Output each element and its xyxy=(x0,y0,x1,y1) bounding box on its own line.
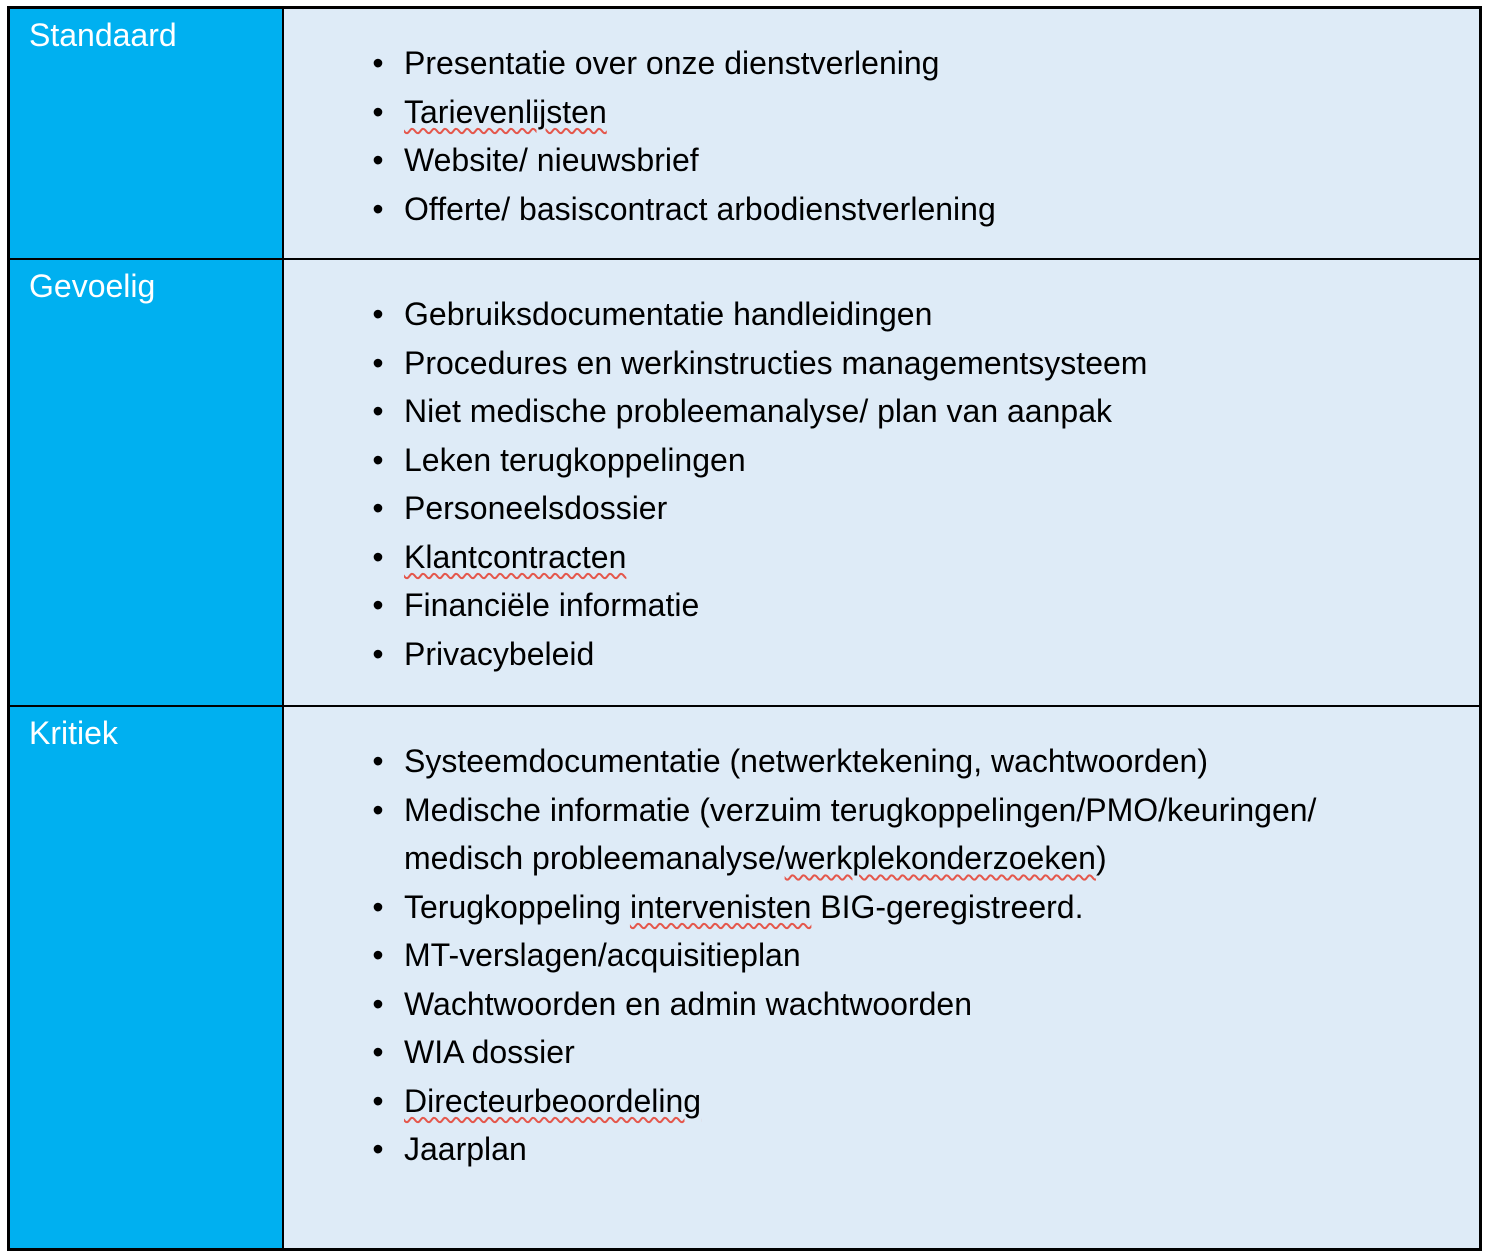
list-item-text: Website/ nieuwsbrief xyxy=(404,142,699,178)
list-item[interactable] xyxy=(372,387,1459,436)
text-segment: BIG-geregistreerd. xyxy=(811,888,1084,925)
list-item[interactable] xyxy=(372,39,1459,88)
table-row-kritiek xyxy=(9,706,1481,1250)
content-cell xyxy=(283,259,1481,706)
list-item[interactable] xyxy=(372,630,1459,679)
list-item-text: Financiële informatie xyxy=(404,587,700,623)
bullet-icon: • xyxy=(372,1131,384,1167)
table-row-gevoelig xyxy=(9,259,1481,706)
list-item[interactable] xyxy=(372,931,1459,980)
list-item-text: Gebruiksdocumentatie handleidingen xyxy=(404,296,933,332)
bullet-icon: • xyxy=(372,635,384,672)
list-item[interactable] xyxy=(372,883,1459,932)
bullet-list xyxy=(284,9,1479,253)
list-item[interactable] xyxy=(372,136,1459,185)
bullet-icon: • xyxy=(372,93,384,130)
bullet-icon: • xyxy=(372,985,384,1022)
list-item-text: Privacybeleid xyxy=(404,635,595,672)
bullet-list xyxy=(284,260,1479,698)
bullet-icon: • xyxy=(372,1034,384,1070)
category-label[interactable]: Standaard xyxy=(29,17,177,53)
list-item-text: Klantcontracten xyxy=(404,538,627,575)
list-item-text: MT-verslagen/acquisitieplan xyxy=(404,937,801,973)
bullet-list xyxy=(284,707,1479,1194)
list-item[interactable] xyxy=(372,484,1459,533)
classification-table xyxy=(7,6,1482,1251)
list-item-text: Presentatie over onze dienstverlening xyxy=(404,45,940,81)
category-label[interactable]: Kritiek xyxy=(29,715,118,751)
list-item-text: Tarievenlijsten xyxy=(404,93,607,130)
list-item-text xyxy=(404,889,1083,925)
list-item-text: Offerte/ basiscontract arbodienstverlening xyxy=(404,190,996,227)
bullet-icon: • xyxy=(372,45,384,81)
list-item[interactable] xyxy=(372,88,1459,137)
list-item-text: Leken terugkoppelingen xyxy=(404,441,746,478)
bullet-icon: • xyxy=(372,587,384,623)
bullet-icon: • xyxy=(372,743,384,779)
list-item[interactable] xyxy=(372,185,1459,234)
list-item-text: Systeemdocumentatie (netwerktekening, wachtwoorden) xyxy=(404,743,1208,779)
list-item[interactable] xyxy=(372,339,1459,388)
content-cell xyxy=(283,706,1481,1250)
list-item[interactable] xyxy=(372,581,1459,630)
category-label[interactable]: Gevoelig xyxy=(29,268,156,304)
bullet-icon: • xyxy=(372,791,384,828)
list-item[interactable] xyxy=(372,533,1459,582)
list-item-text xyxy=(404,792,1316,877)
bullet-icon: • xyxy=(372,344,384,381)
spellcheck-word: intervenisten xyxy=(629,888,812,925)
content-cell xyxy=(283,8,1481,260)
category-cell xyxy=(9,8,284,260)
text-segment: ) xyxy=(1095,840,1107,876)
bullet-icon: • xyxy=(372,888,384,925)
list-item[interactable] xyxy=(372,1125,1459,1174)
list-item[interactable] xyxy=(372,737,1459,786)
text-segment: Terugkoppeling xyxy=(404,888,630,925)
list-item[interactable] xyxy=(372,1028,1459,1077)
bullet-icon: • xyxy=(372,441,384,478)
list-item-text: WIA dossier xyxy=(404,1034,575,1070)
list-item[interactable] xyxy=(372,1077,1459,1126)
list-item-text: Personeelsdossier xyxy=(404,490,668,526)
bullet-icon: • xyxy=(372,296,384,332)
table-row-standaard xyxy=(9,8,1481,260)
list-item-text: Jaarplan xyxy=(404,1131,527,1167)
list-item-text: Wachtwoorden en admin wachtwoorden xyxy=(404,985,973,1022)
list-item-text: Niet medische probleemanalyse/ plan van aanpak xyxy=(404,393,1112,429)
category-cell xyxy=(9,706,284,1250)
bullet-icon: • xyxy=(372,142,384,178)
list-item[interactable] xyxy=(372,980,1459,1029)
bullet-icon: • xyxy=(372,1082,384,1119)
list-item-text: Directeurbeoordeling xyxy=(404,1082,702,1119)
bullet-icon: • xyxy=(372,490,384,526)
list-item[interactable] xyxy=(372,290,1459,339)
list-item[interactable] xyxy=(372,436,1459,485)
text-segment: Medische informatie (verzuim terugkoppelingen/PMO/keuringen/ medisch probleemanalyse/ xyxy=(404,791,1317,876)
spellcheck-word: werkplekonderzoeken xyxy=(784,840,1096,876)
bullet-icon: • xyxy=(372,190,384,227)
bullet-icon: • xyxy=(372,538,384,575)
list-item[interactable] xyxy=(372,786,1459,883)
bullet-icon: • xyxy=(372,937,384,973)
list-item-text: Procedures en werkinstructies managementsysteem xyxy=(404,344,1148,381)
bullet-icon: • xyxy=(372,393,384,429)
category-cell xyxy=(9,259,284,706)
